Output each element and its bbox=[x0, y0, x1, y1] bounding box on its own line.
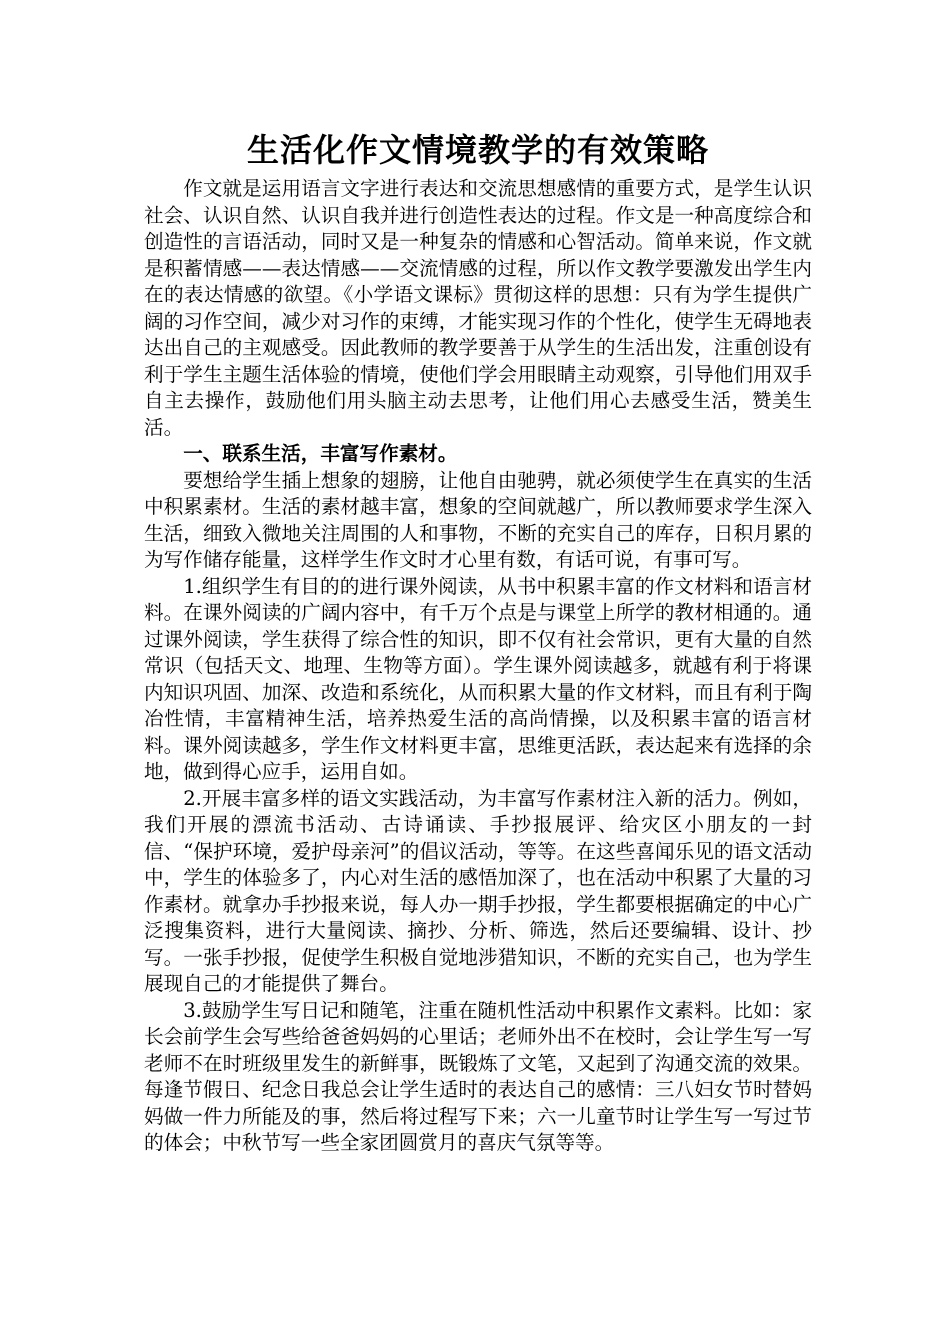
document-title: 生活化作文情境教学的有效策略 bbox=[246, 131, 709, 169]
point-3-paragraph: 3.鼓励学生写日记和随笔，注重在随机性活动中积累作文素料。比如：家长会前学生会写些给爸爸妈妈的心里话；老师外出不在校时，会让学生写一写老师不在时班级里发生的新鲜事，既锻炼了文笔，又起到了沟通交流的效果。每逢节假日、纪念日我总会让学生适时的表达自己的感情：三八妇女节时替妈妈做一件力所能及的事，然后将过程写下来；六一儿童节时让学生写一写过节的体会；中秋节写一些全家团圆赏月的喜庆气氛等等。 bbox=[144, 998, 812, 1154]
section-heading-1: 一、联系生活，丰富写作素材。 bbox=[183, 442, 458, 465]
intro-paragraph: 作文就是运用语言文字进行表达和交流思想感情的重要方式，是学生认识社会、认识自然、认识自我并进行创造性表达的过程。作文是一种高度综合和创造性的言语活动，同时又是一种复杂的情感和心智活动。简单来说，作文就是积蓄情感——表达情感——交流情感的过程，所以作文教学要激发出学生内在的表达情感的欲望。《小学语文课标》贯彻这样的思想：只有为学生提供广阔的习作空间，减少对习作的束缚，才能实现习作的个性化，使学生无碍地表达出自己的主观感受。因此教师的教学要善于从学生的生活出发，注重创设有利于学生主题生活体验的情境，使他们学会用眼睛主动观察，引导他们用双手自主去操作，鼓励他们用头脑主动去思考，让他们用心去感受生活，赞美生活。 bbox=[144, 177, 812, 439]
section1-intro-paragraph: 要想给学生插上想象的翅膀，让他自由驰骋，就必须使学生在真实的生活中积累素材。生活的素材越丰富，想象的空间就越广，所以教师要求学生深入生活，细致入微地关注周围的人和事物，不断的充实自己的库存，日积月累的为写作储存能量，这样学生作文时才心里有数，有话可说，有事可写。 bbox=[144, 468, 812, 571]
point-2-paragraph: 2.开展丰富多样的语文实践活动，为丰富写作素材注入新的活力。例如，我们开展的漂流书活动、古诗诵读、手抄报展评、给灾区小朋友的一封信、“保护环境，爱护母亲河”的倡议活动，等等。在这些喜闻乐见的语文活动中，学生的体验多了，内心对生活的感悟加深了，也在活动中积累了大量的习作素材。就拿办手抄报来说，每人办一期手抄报，学生都要根据确定的中心广泛搜集资料，进行大量阅读、摘抄、分析、筛选，然后还要编辑、设计、抄写。一张手抄报，促使学生积极自觉地涉猎知识，不断的充实自己，也为学生展现自己的才能提供了舞台。 bbox=[144, 786, 812, 995]
point-1-paragraph: 1.组织学生有目的的进行课外阅读，从书中积累丰富的作文材料和语言材料。在课外阅读的广阔内容中，有千万个点是与课堂上所学的教材相通的。通过课外阅读，学生获得了综合性的知识，即不仅有社会常识，更有大量的自然常识（包括天文、地理、生物等方面）。学生课外阅读越多，就越有利于将课内知识巩固、加深、改造和系统化，从而积累大量的作文材料，而且有利于陶冶性情，丰富精神生活，培养热爱生活的高尚情操，以及积累丰富的语言材料。课外阅读越多，学生作文材料更丰富，思维更活跃，表达起来有选择的余地，做到得心应手，运用自如。 bbox=[144, 574, 812, 783]
document-page bbox=[144, 122, 812, 1157]
